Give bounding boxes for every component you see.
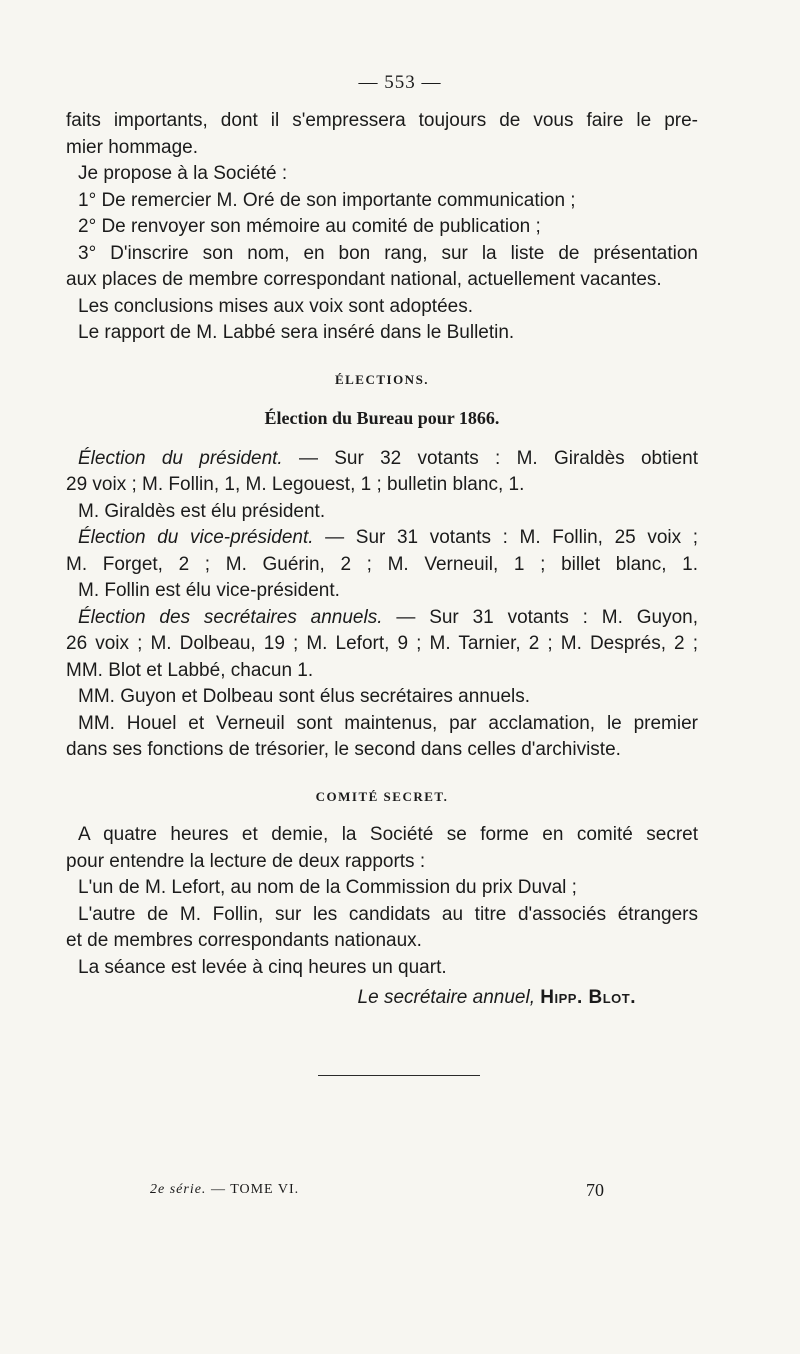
footer-separator: —: [206, 1182, 231, 1197]
paragraph-line: M. Giraldès est élu président.: [78, 500, 326, 522]
paragraph-line: L'un de M. Lefort, au nom de la Commission du prix Duval ;: [78, 877, 577, 898]
paragraph-line: dans ses fonctions de trésorier, le second dans celles d'archiviste.: [66, 739, 621, 760]
paragraph-line: Le rapport de M. Labbé sera inséré dans le Bulletin.: [78, 322, 515, 343]
paragraph-line: La séance est levée à cinq heures un quart.: [78, 956, 447, 978]
section-subheading-bureau: Élection du Bureau pour 1866.: [264, 408, 500, 428]
election-label: Élection du président.: [78, 447, 283, 469]
paragraph-line: mier hommage.: [66, 136, 198, 158]
signature: [66, 985, 698, 1012]
footer-tome: TOME VI.: [230, 1182, 300, 1197]
election-label: Élection du vice-président.: [78, 527, 314, 548]
section-heading-elections: ÉLECTIONS.: [334, 371, 430, 387]
page-number: — 553 —: [358, 72, 442, 93]
paragraph-line: A quatre heures et demie, la Société se forme en comité secret: [78, 824, 698, 845]
paragraph-line: L'autre de M. Follin, sur les candidats au titre d'associés étrangers: [78, 903, 698, 925]
paragraph-line: Les conclusions mises aux voix sont adoptées.: [78, 295, 473, 317]
paragraph-line: M. Forget, 2 ; M. Guérin, 2 ; M. Verneuil, 1 ; billet blanc, 1.: [66, 553, 698, 575]
footer-signature-mark: 70: [586, 1180, 604, 1200]
paragraph-line: pour entendre la lecture de deux rapports :: [66, 850, 426, 872]
paragraph-line: aux places de membre correspondant national, actuellement vacantes.: [66, 269, 662, 290]
list-item: 3° D'inscrire son nom, en bon rang, sur la liste de présentation: [78, 242, 698, 264]
election-text: — Sur 31 votants : M. Guyon,: [382, 606, 698, 628]
paragraph-line: faits importants, dont il s'empressera toujours de vous faire le pre-: [66, 110, 698, 131]
paragraph-line: [66, 605, 698, 632]
paragraph-line: Je propose à la Société :: [78, 163, 288, 184]
signature-name: Hipp. Blot.: [540, 987, 636, 1008]
paragraph-line: MM. Blot et Labbé, chacun 1.: [66, 659, 314, 681]
election-text: — Sur 31 votants : M. Follin, 25 voix ;: [313, 527, 699, 548]
section-heading-comite: COMITÉ SECRET.: [315, 788, 449, 804]
paragraph-line: M. Follin est élu vice-président.: [78, 580, 340, 601]
paragraph-line: MM. Guyon et Dolbeau sont élus secrétaires annuels.: [78, 686, 531, 707]
list-item: 1° De remercier M. Oré de son importante communication ;: [78, 189, 576, 211]
footer-series: [150, 1182, 299, 1198]
paragraph-line: 29 voix ; M. Follin, 1, M. Legouest, 1 ; bulletin blanc, 1.: [66, 474, 525, 495]
signature-title: Le secrétaire annuel,: [357, 987, 535, 1008]
election-label: Élection des secrétaires annuels.: [78, 606, 383, 628]
paragraph-line: MM. Houel et Verneuil sont maintenus, par acclamation, le premier: [78, 712, 698, 734]
paragraph-line: [66, 446, 698, 473]
separator-rule: [318, 1075, 480, 1076]
paragraph-line: 26 voix ; M. Dolbeau, 19 ; M. Lefort, 9 ; M. Tarnier, 2 ; M. Després, 2 ;: [66, 633, 698, 654]
list-item: 2° De renvoyer son mémoire au comité de publication ;: [78, 216, 541, 237]
election-text: — Sur 32 votants : M. Giraldès obtient: [282, 447, 699, 469]
footer-series-label: 2e série.: [150, 1182, 207, 1197]
paragraph-line: [66, 525, 698, 552]
page-body: [66, 108, 698, 1012]
paragraph-line: et de membres correspondants nationaux.: [66, 930, 422, 951]
